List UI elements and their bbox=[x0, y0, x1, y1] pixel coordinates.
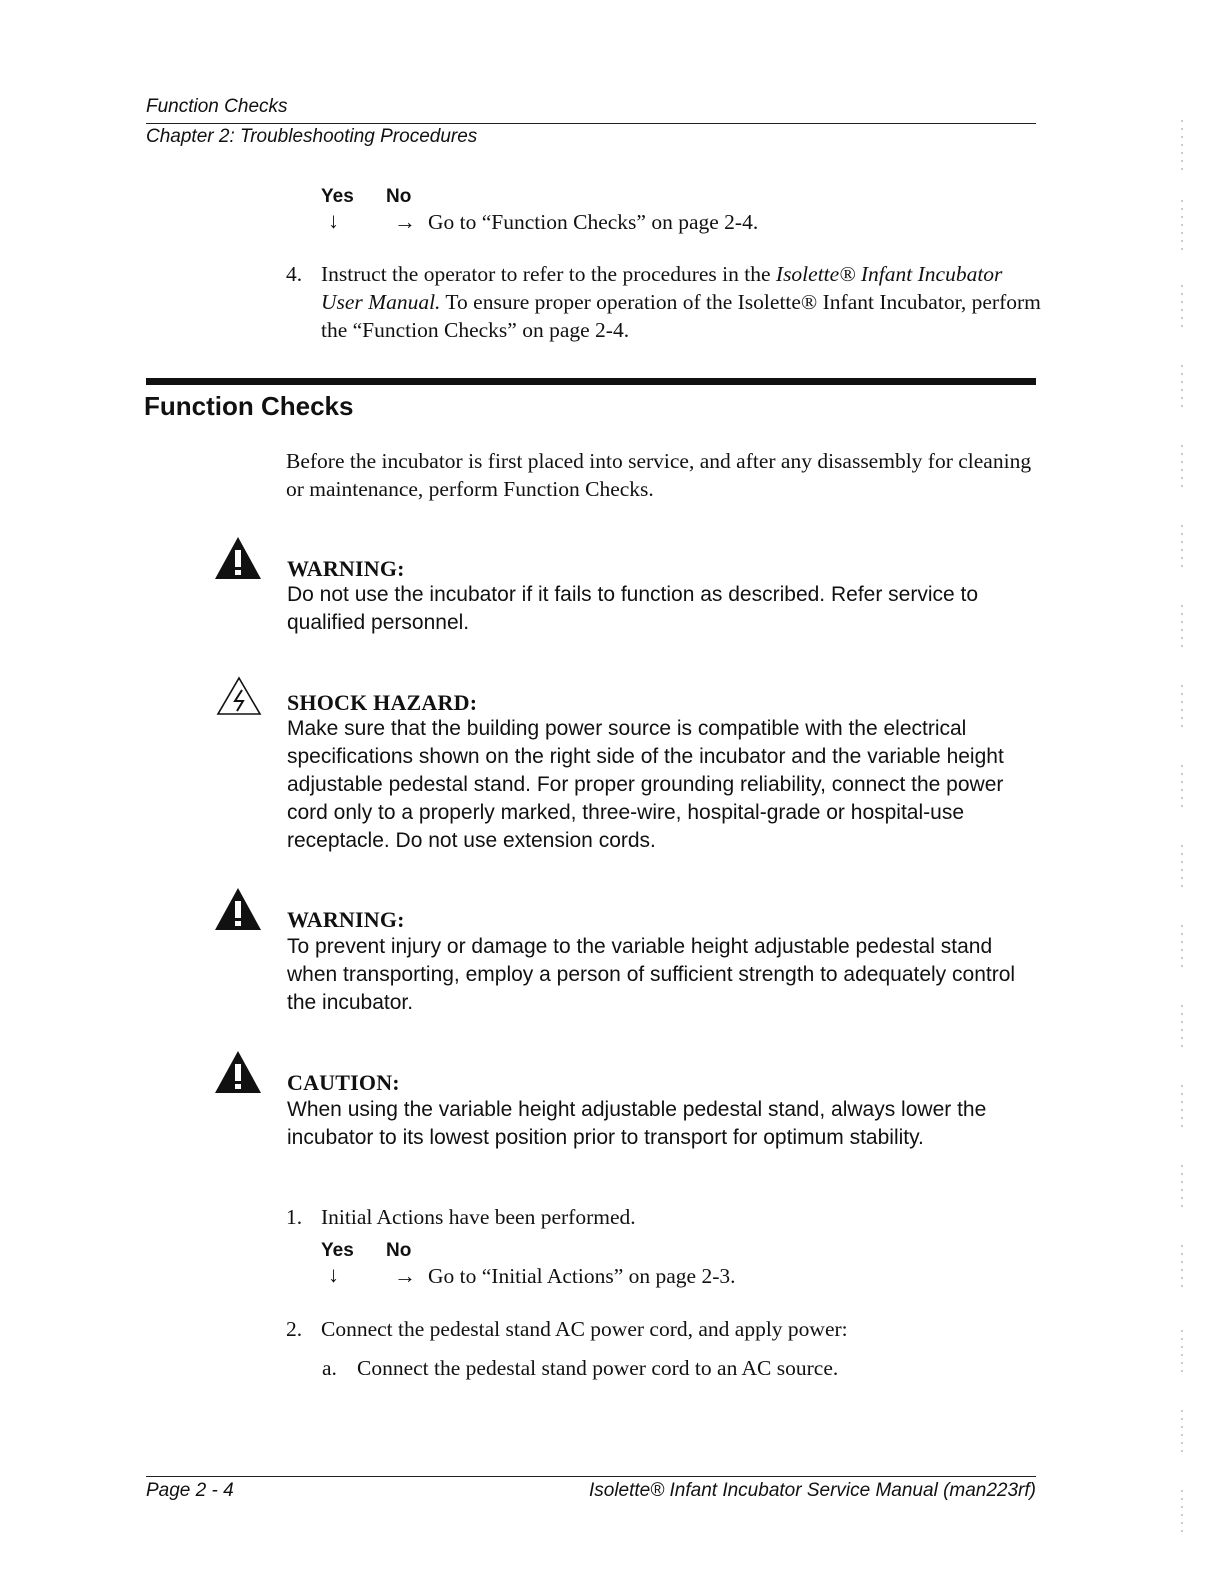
notice-text: Make sure that the building power source is compatible with the electrical specifications shown on the right side of the incubator and the variable height adjustable pedestal stand. For proper grounding reliability, connect the power cord only to a properly marked, three-wire, hospital-grade or hospital-use receptacle. Do not use extension cords. bbox=[287, 717, 1004, 852]
step-4-text-a: Instruct the operator to refer to the procedures in the bbox=[321, 262, 776, 286]
warning-icon bbox=[214, 536, 262, 580]
step-4-text-b: To ensure proper operation of the Isolette® Infant Incubator, perform the “Function Checks” on page 2-4. bbox=[321, 290, 1041, 342]
flow-no-label: No bbox=[386, 186, 412, 207]
user-manual-title: Isolette® Infant Incubator User Manual. bbox=[321, 262, 1003, 314]
notice-text: To prevent injury or damage to the variable height adjustable pedestal stand when transporting, employ a person of sufficient strength to adequately control the incubator. bbox=[287, 935, 1016, 1014]
step-number: 2. bbox=[286, 1317, 303, 1341]
flow-no-action: Go to “Function Checks” on page 2-4. bbox=[428, 210, 759, 234]
step-4-text bbox=[321, 260, 1041, 344]
step-number: 1. bbox=[286, 1205, 303, 1229]
warning-icon bbox=[214, 887, 262, 931]
header-rule bbox=[146, 123, 1036, 124]
footer-page-number: Page 2 - 4 bbox=[146, 1480, 234, 1501]
flow-no-action: Go to “Initial Actions” on page 2-3. bbox=[428, 1264, 736, 1288]
flow-no-label: No bbox=[386, 1240, 412, 1261]
notice-label: WARNING: bbox=[287, 556, 405, 581]
flow-right-arrow: → bbox=[394, 1263, 416, 1288]
flow-down-arrow: ↓ bbox=[328, 208, 339, 233]
flow-yes-label: Yes bbox=[321, 186, 354, 207]
flow-yes-label: Yes bbox=[321, 1240, 354, 1261]
running-header-section: Function Checks bbox=[146, 96, 288, 117]
caution-icon bbox=[214, 1050, 262, 1094]
step-text: Connect the pedestal stand AC power cord, and apply power: bbox=[321, 1317, 848, 1341]
scan-margin-marks bbox=[1140, 0, 1222, 1580]
shock-hazard-icon bbox=[216, 676, 262, 716]
notice-text: Do not use the incubator if it fails to function as described. Refer service to qualified personnel. bbox=[287, 583, 979, 634]
section-intro: Before the incubator is first placed into service, and after any disassembly for cleaning or maintenance, perform Function Checks. bbox=[286, 449, 1032, 501]
section-title: Function Checks bbox=[144, 391, 354, 421]
notice-label: SHOCK HAZARD: bbox=[287, 690, 478, 715]
substep-text: Connect the pedestal stand power cord to an AC source. bbox=[357, 1356, 839, 1380]
flow-right-arrow: → bbox=[394, 209, 416, 234]
step-number: 4. bbox=[286, 262, 303, 286]
substep-letter: a. bbox=[322, 1356, 337, 1380]
footer-rule bbox=[146, 1476, 1036, 1477]
running-header-chapter: Chapter 2: Troubleshooting Procedures bbox=[146, 126, 478, 147]
section-heading-bar bbox=[146, 378, 1036, 385]
flow-down-arrow: ↓ bbox=[328, 1262, 339, 1287]
step-text: Initial Actions have been performed. bbox=[321, 1205, 636, 1229]
footer-manual-title: Isolette® Infant Incubator Service Manual (man223rf) bbox=[588, 1480, 1036, 1501]
notice-text: When using the variable height adjustable pedestal stand, always lower the incubator to its lowest position prior to transport for optimum stability. bbox=[287, 1098, 987, 1149]
notice-label: WARNING: bbox=[287, 907, 405, 932]
notice-label: CAUTION: bbox=[287, 1070, 400, 1095]
